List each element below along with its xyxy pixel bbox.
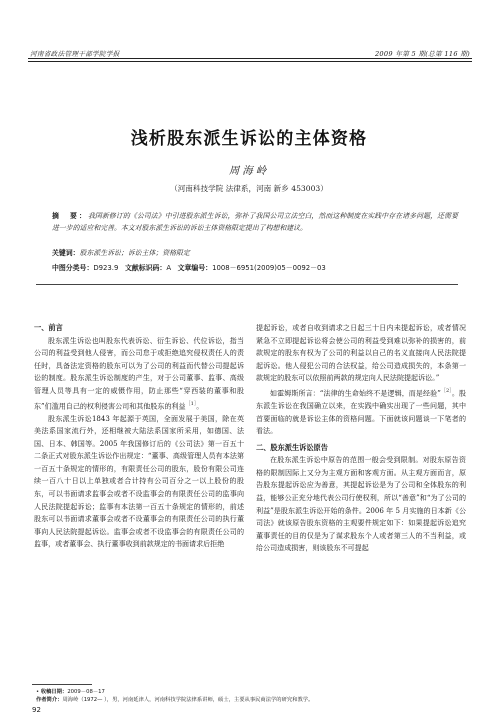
issue-info: 2009 年第 5 期(总第 116 期)	[374, 50, 470, 58]
keywords-label: 关键词：	[52, 249, 80, 257]
author-bio: 周海岭（1972— ），男，河南延津人，河南科技学院法律系讲师，硕士，主要从事民商法学的研究和教学。	[62, 697, 314, 703]
received-date: 2009－08－17	[67, 689, 105, 695]
paragraph-text: 在股东派生诉讼中原告的范围一般会受到限制。对股东原告资格的限制因际上又分为主观方面和客观方面。从主观方面而言，原告股东提起诉讼应为善意，其提起诉讼是为了公司和全体股东的利益，能够公正充分地代表公司行使权利，所以“善意”和“为了公司的利益”是股东派生诉讼开始的条件。2006 年 5 月实施的日本新《公司法》就该原告股东资格的主观要件规定如下：如果提起诉讼追究董事责任的目的仅是为了谋求股东个人或者第三人的不当利益，或给公司造成损害，则该股东不可提起	[256, 455, 466, 553]
section-heading: 二、股东派生诉讼原告	[256, 442, 328, 452]
body-column-left	[34, 322, 244, 551]
body-paragraph	[256, 454, 466, 555]
author-bio-label: 作者简介：	[36, 697, 63, 703]
body-paragraph	[34, 413, 244, 552]
classification-line	[52, 262, 458, 272]
journal-name: 河南省政法管理干部学院学报	[30, 50, 120, 58]
paragraph-tail: 。股东派生诉讼在我国确立以来，在实践中确实出现了一些问题，其中首要面临的就是诉讼主体的资格问题。下面就该问题谈一下笔者的看法。	[256, 388, 466, 436]
body-paragraph	[34, 335, 244, 413]
paragraph-text: 提起诉讼，或者自收到请求之日起三十日内未提起诉讼，或者情况紧急不立即提起诉讼将会使公司的利益受到难以弥补的损害的，前款规定的股东有权为了公司的利益以自己的名义直接向人民法院提起诉讼。他人侵犯公司的合法权益，给公司造成损失的，本条第一款规定的股东可以依照前两款的规定向人民法院提起诉讼。”	[256, 323, 466, 383]
abstract-divider	[36, 284, 458, 285]
running-header	[30, 44, 470, 58]
footnote-author	[36, 697, 462, 704]
body-paragraph	[256, 385, 466, 438]
article-id-value: 1008－6951(2009)05－0092－03	[212, 264, 326, 272]
footnote-received: • 收稿日期：2009－08－17	[36, 689, 105, 695]
citation-ref: ［1］	[185, 400, 197, 407]
body-column-right	[256, 322, 466, 555]
author-affiliation: （河南科技学院 法律系，河南 新乡 453003）	[170, 184, 328, 193]
body-paragraph	[256, 322, 466, 385]
article-author: 周海岭	[228, 165, 270, 177]
abstract-label: 摘 要：	[52, 212, 88, 220]
article-title: 浅析股东派生诉讼的主体资格	[130, 129, 368, 149]
abstract-text: 我国新修订的《公司法》中引进股东派生诉讼，弥补了我国公司立法空白，然而这种制度在实践中存在诸多问题，还需要进一步的适应和完善。本文对股东派生诉讼的诉讼主体资格限定提出了构想和建议。	[52, 212, 458, 233]
footnote-rule	[32, 684, 92, 685]
clc-value: D923.9	[93, 264, 119, 272]
citation-ref: ［2］	[440, 387, 452, 394]
received-label: 收稿日期：	[40, 689, 68, 695]
paragraph-text: 股东派生诉讼也叫股东代表诉讼、衍生诉讼、代位诉讼，指当公司的利益受到他人侵害，而公司怠于或拒绝追究侵权责任人的责任时，具备法定资格的股东可以为了公司的利益而代替公司提起诉讼的制度。股东派生诉讼制度的产生，对于公司董事、监事、高级管理人员等具有一定的威慑作用，防止那些“穿西装的董事和股东”们滥用自己的权利侵害公司和其他股东的利益	[34, 335, 244, 410]
doc-code-label: 文献标识码：	[124, 264, 167, 272]
keywords-text: 股东派生诉讼；诉讼主体；资格限定	[79, 249, 190, 257]
paragraph-text: 股东派生诉讼1843 年起源于英国，全面发展于美国，除在英美法系国家流行外，还相继被大陆法系国家所采用，如德国、法国、日本、韩国等。2005 年我国修订后的《公司法》第一百五十二条正式对股东派生诉讼作出规定：“董事、高级管理人员有本法第一百五十条规定的情形的，有限责任公司的股东，股份有限公司连续一百八十日以上单独或者合计持有公司百分之一以上股份的股东，可以书面请求监事会或者不设监事会的有限责任公司的监事向人民法院提起诉讼；监事有本法第一百五十条规定的情形的，前述股东可以书面请求董事会或者不设董事会的有限责任公司的执行董事向人民法院提起诉讼。监事会或者不设监事会的有限责任公司的监事，或者董事会、执行董事收到前款规定的书面请求后拒绝	[34, 413, 244, 549]
abstract	[52, 210, 458, 235]
article-id-label: 文章编号：	[177, 264, 213, 272]
page-number: 92	[32, 706, 41, 714]
keywords	[52, 247, 458, 257]
header-rule-thin	[28, 61, 472, 62]
doc-code-value: A	[166, 264, 172, 272]
section-heading: 一、前言	[34, 323, 63, 332]
header-rule	[28, 58, 472, 59]
clc-label: 中图分类号：	[52, 264, 94, 272]
paragraph-tail: 。	[196, 400, 204, 410]
paragraph-text: 如霍姆斯所言：“法律的生命始终不是逻辑，而是经验”	[270, 388, 441, 398]
